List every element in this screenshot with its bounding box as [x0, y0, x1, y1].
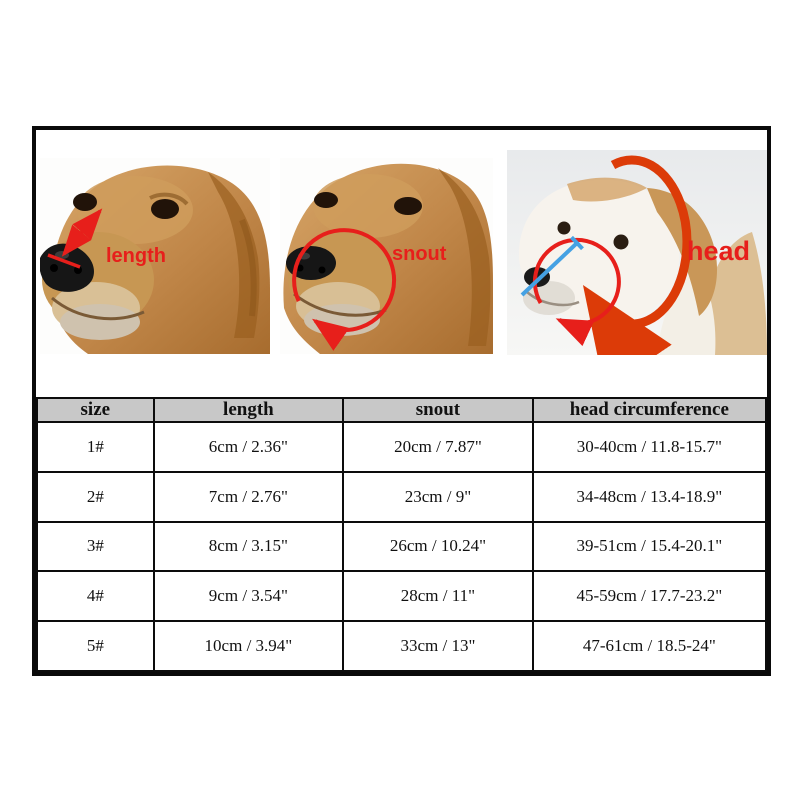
cell-snout: 20cm / 7.87": [343, 422, 533, 472]
col-header-length: length: [154, 398, 344, 422]
snout-label: snout: [392, 243, 447, 265]
col-header-snout: snout: [343, 398, 533, 422]
table-row: [37, 522, 766, 572]
dog-eye: [73, 193, 97, 211]
table-header-row: [37, 398, 766, 422]
cell-head: 47-61cm / 18.5-24": [533, 621, 766, 671]
cell-head: 39-51cm / 15.4-20.1": [533, 522, 766, 572]
cell-length: 8cm / 3.15": [154, 522, 344, 572]
table-row: [37, 422, 766, 472]
length-label: length: [106, 245, 166, 267]
cell-head: 30-40cm / 11.8-15.7": [533, 422, 766, 472]
cell-length: 10cm / 3.94": [154, 621, 344, 671]
dog-length-illustration: [40, 158, 270, 354]
cell-snout: 26cm / 10.24": [343, 522, 533, 572]
size-guide-panel: [32, 126, 771, 676]
cell-length: 6cm / 2.36": [154, 422, 344, 472]
col-header-size: size: [37, 398, 154, 422]
table-row: [37, 621, 766, 671]
cell-length: 9cm / 3.54": [154, 571, 344, 621]
photo-snout-measurement: [280, 158, 493, 354]
size-table: [36, 397, 767, 672]
cell-snout: 28cm / 11": [343, 571, 533, 621]
table-row: [37, 472, 766, 522]
table-row: [37, 571, 766, 621]
cell-size: 1#: [37, 422, 154, 472]
cell-snout: 23cm / 9": [343, 472, 533, 522]
dog-eye: [394, 197, 422, 215]
col-header-head-circumference: head circumference: [533, 398, 766, 422]
cell-size: 2#: [37, 472, 154, 522]
photo-length-measurement: [40, 158, 270, 354]
dog-eye: [614, 235, 629, 250]
cell-size: 4#: [37, 571, 154, 621]
cell-size: 3#: [37, 522, 154, 572]
cell-head: 34-48cm / 13.4-18.9": [533, 472, 766, 522]
cell-length: 7cm / 2.76": [154, 472, 344, 522]
dog-snout-illustration: [280, 158, 493, 354]
photo-head-measurement: [507, 150, 767, 355]
dog-eye: [558, 222, 571, 235]
cell-head: 45-59cm / 17.7-23.2": [533, 571, 766, 621]
dog-eye: [151, 199, 179, 219]
cell-snout: 33cm / 13": [343, 621, 533, 671]
cell-size: 5#: [37, 621, 154, 671]
dog-eye: [314, 192, 338, 208]
measurement-photos: [36, 130, 767, 397]
head-label: head: [687, 236, 751, 266]
dog-head-illustration: [507, 150, 767, 355]
